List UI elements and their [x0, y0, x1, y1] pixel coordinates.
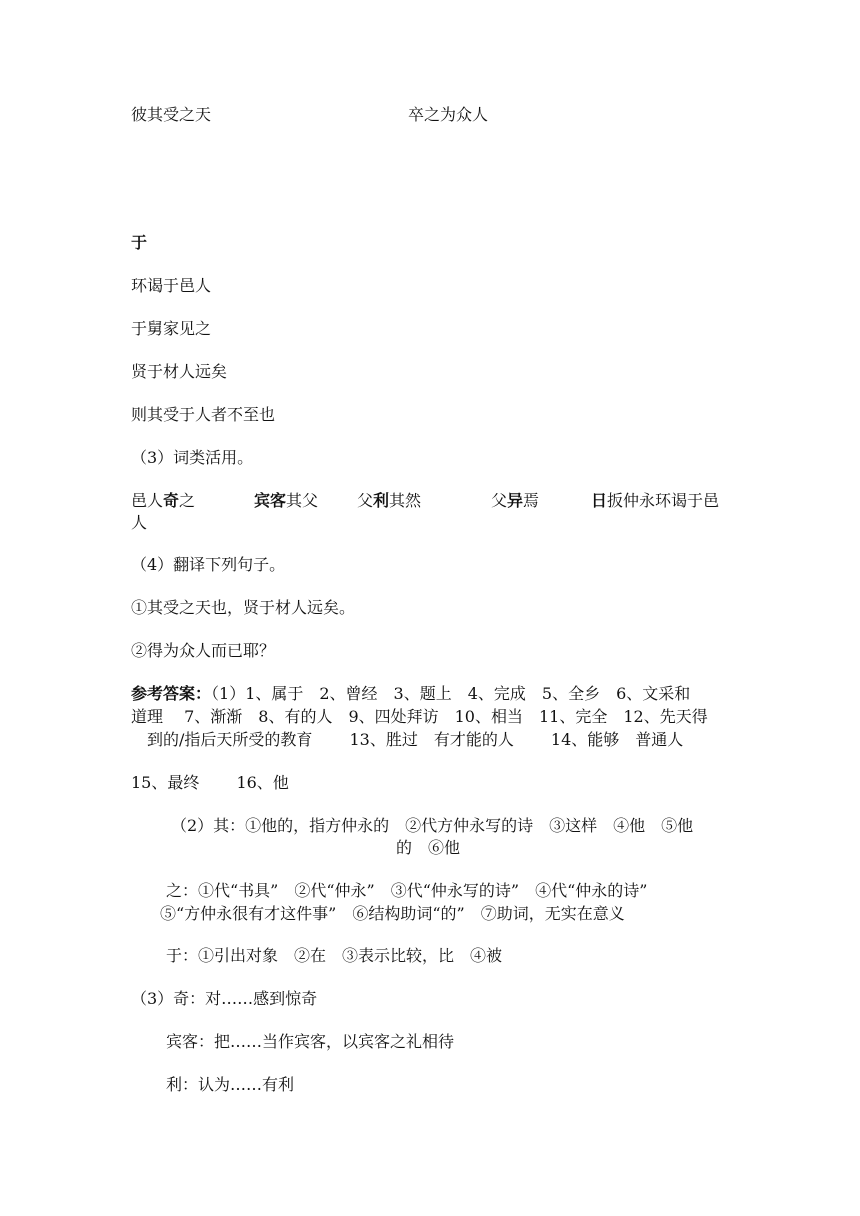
q3-phrase-keyword: 奇	[163, 491, 180, 510]
answer-binke: 宾客：把……当作宾客，以宾客之礼相待	[166, 1032, 455, 1051]
q3-phrase	[591, 490, 719, 512]
q3-phrase	[131, 490, 195, 512]
yu-item: 环谒于邑人	[131, 276, 212, 295]
answer-qi-line-2: 的 ⑥他	[396, 838, 461, 857]
q3-phrase-pre: 邑人	[131, 491, 164, 510]
q3-phrase-keyword: 日	[591, 491, 608, 510]
yu-item: 则其受于人者不至也	[131, 405, 276, 424]
q4-heading: （4）翻译下列句子。	[131, 555, 286, 574]
q3-phrase-post: 其然	[389, 491, 422, 510]
section-yu-heading: 于	[131, 233, 148, 252]
yu-item: 于舅家见之	[131, 319, 212, 338]
q3-phrase	[491, 490, 539, 512]
answer-qi3: （3）奇：对……感到惊奇	[131, 989, 318, 1008]
answers-line-1	[131, 683, 690, 705]
answer-li: 利：认为……有利	[166, 1075, 295, 1094]
q3-phrase	[254, 490, 318, 512]
q4-sentence-1: ①其受之天也，贤于材人远矣。	[131, 598, 356, 617]
q3-phrase-keyword: 异	[507, 491, 524, 510]
yu-item: 贤于材人远矣	[131, 362, 228, 381]
answers-text: （1）1、属于 2、曾经 3、题上 4、完成 5、全乡 6、文采和	[211, 684, 691, 703]
answers-line-3: 到的/指后天所受的教育 13、胜过 有才能的人 14、能够 普通人	[147, 730, 684, 749]
answer-yu: 于：①引出对象 ②在 ③表示比较，比 ④被	[166, 946, 503, 965]
q3-phrase-keyword: 宾客	[254, 491, 287, 510]
q3-phrase-keyword: 利	[373, 491, 390, 510]
answers-line-2: 道理 7、渐渐 8、有的人 9、四处拜访 10、相当 11、完全 12、先天得	[131, 707, 708, 726]
q3-heading: （3）词类活用。	[131, 448, 254, 467]
row1-left: 彼其受之天	[131, 105, 212, 124]
q3-phrase-post: 之	[179, 491, 196, 510]
answer-zhi-line-1: 之：①代“书具” ②代“仲永” ③代“仲永写的诗” ④代“仲永的诗”	[166, 881, 648, 900]
q3-phrase-pre: 父	[357, 491, 374, 510]
answers-label: 参考答案：	[131, 684, 212, 703]
q3-phrase-pre: 父	[491, 491, 508, 510]
q4-sentence-2: ②得为众人而已耶？	[131, 641, 276, 660]
answers-line-4: 15、最终 16、他	[131, 773, 289, 792]
q3-phrase-post: 其父	[286, 491, 319, 510]
answer-qi-line-1: （2）其：①他的，指方仲永的 ②代方仲永写的诗 ③这样 ④他 ⑤他	[171, 816, 694, 835]
q3-phrase	[357, 490, 421, 512]
q3-phrase-post: 扳仲永环谒于邑	[607, 491, 720, 510]
answer-zhi-line-2: ⑤“方仲永很有才这件事” ⑥结构助词“的” ⑦助词，无实在意义	[160, 904, 625, 923]
q3-phrase-post: 焉	[523, 491, 540, 510]
q3-wrap: 人	[131, 513, 148, 532]
row1-right: 卒之为众人	[408, 105, 489, 124]
